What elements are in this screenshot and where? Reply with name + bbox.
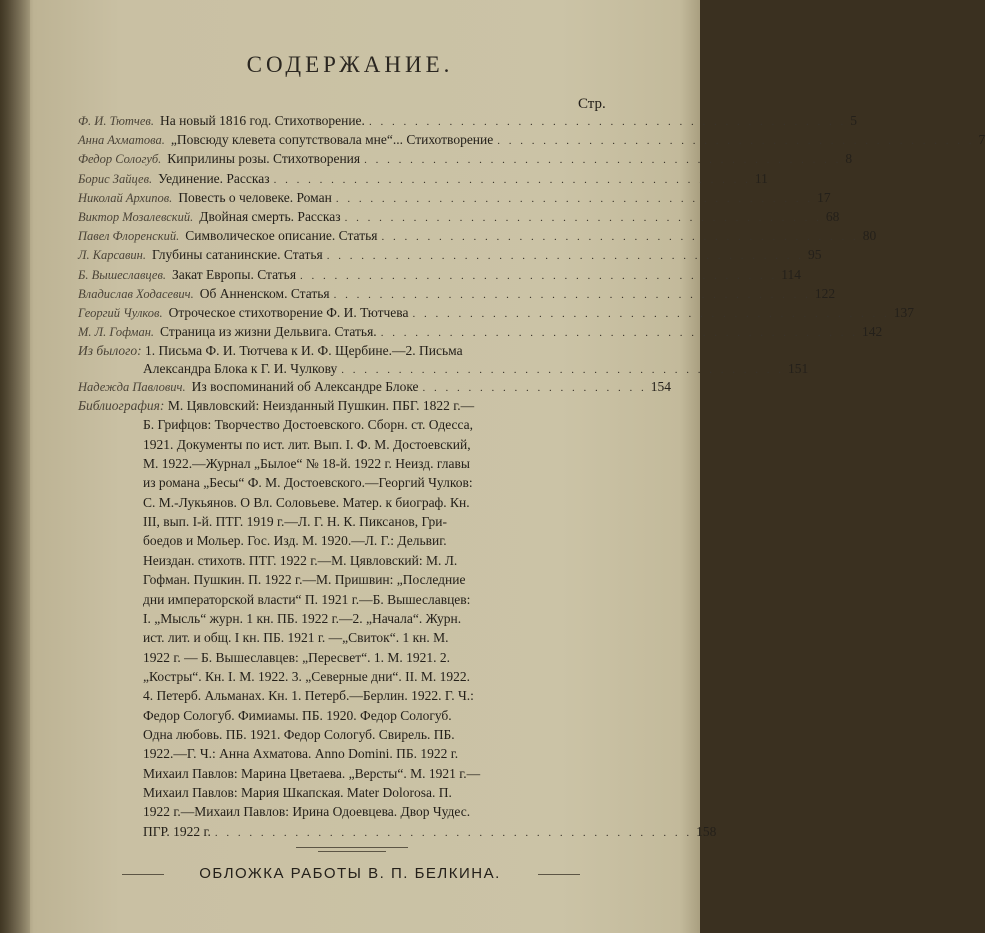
toc-page: 142 — [861, 324, 883, 340]
dot-leader: . . . . . . . . . . . . . . . . . . . . . . . . . . . . . . . . . . . . . . . . . . — [214, 826, 693, 839]
toc-entry — [78, 305, 914, 325]
bibliography-line: 1921. Документы по ист. лит. Вып. I. Ф. М. Достоевский, — [143, 436, 471, 452]
toc-entry — [78, 247, 822, 267]
toc-title: Из воспоминаний об Александре Блоке — [191, 379, 419, 394]
dot-leader: . . . . . . . . . . . . . . . . . . . . — [422, 382, 647, 394]
toc-title: На новый 1816 год. Стихотворение. — [159, 113, 365, 128]
dot-leader: . . . . . . . . . . . . . . . . . . . . . . . . . . . . . . . . . . . . . . . . . . — [273, 173, 751, 186]
dot-leader: . . . . . . . . . . . . . . . . . . . . . . . . . . . . . . . . . . . . . . . . . . — [335, 192, 814, 205]
toc-author: Б. Вышеславцев. — [78, 267, 167, 282]
toc-author: Павел Флоренский. — [78, 229, 180, 244]
dot-leader: . . . . . . . . . . . . . . . . . . . . . . . . . . . . . . . . . . . . . . . . . . — [333, 288, 811, 301]
toc-title: Повесть о человеке. Роман — [178, 189, 332, 205]
bibliography-label: Библиография: — [78, 398, 165, 413]
toc-author: Анна Ахматова. — [78, 133, 165, 148]
toc-title: Киприлины розы. Стихотворения — [167, 151, 361, 167]
bibliography-line: Гофман. Пушкин. П. 1922 г.—М. Пришвин: „Последние — [143, 572, 466, 588]
toc-title: Страница из жизни Дельвига. Статья. — [160, 324, 377, 340]
page-column-label: Стр. — [578, 96, 606, 112]
divider-rule — [296, 847, 408, 848]
toc-title: Закат Европы. Статья — [172, 266, 297, 282]
toc-page: 80 — [862, 228, 877, 244]
toc-page: 95 — [807, 247, 822, 263]
bibliography-line: Одна любовь. ПБ. 1921. Федор Сологуб. Свирель. ПБ. — [143, 726, 455, 742]
dot-leader: . . . . . . . . . . . . . . . . . . . . . . . . . . . . . . . . . . . . . . . . . . — [344, 212, 822, 224]
toc-page: 7 — [978, 132, 985, 148]
bibliography-line: „Костры“. Кн. I. М. 1922. 3. „Северные дни“. II. М. 1922. — [143, 668, 471, 684]
bibliography-line: боедов и Мольер. Гос. Изд. М. 1920.—Л. Г.: Дельвиг. — [143, 533, 447, 549]
bibliography-line: Неиздан. стихотв. ПТГ. 1922 г.—М. Цявловский: М. Л. — [143, 552, 458, 568]
dot-leader: . . . . . . . . . . . . . . . . . . . . . . . . . . . . . . . . . . . . . . . . . . — [497, 135, 975, 148]
bibliography-line: С. М.-Лукьянов. О Вл. Соловьеве. Матер. к биограф. Кн. — [143, 494, 470, 510]
dot-leader: . . . . . . . . . . . . . . . . . . . . . . . . . . . . . . . . . . . . . . . . . . — [368, 116, 847, 128]
iz-bylogo-page: 151 — [788, 361, 809, 376]
iz-bylogo-text2: Александра Блока к Г. И. Чулкову — [143, 361, 338, 376]
toc-page: 137 — [893, 305, 914, 320]
bibliography-line: Федор Сологуб. Фимиамы. ПБ. 1920. Федор Сологуб. — [143, 707, 452, 723]
toc-author: Л. Карсавин. — [78, 248, 146, 263]
bibliography-page: 158 — [696, 823, 717, 839]
toc-author: Виктор Мозалевский. — [78, 210, 194, 224]
cover-credit-rule-right — [538, 874, 580, 875]
toc-entry — [78, 209, 840, 229]
bibliography-line — [143, 823, 717, 844]
toc-page: 114 — [781, 266, 802, 282]
toc-author: М. Л. Гофман. — [78, 325, 155, 340]
toc-entry-pavlovich — [78, 379, 672, 399]
toc-entry — [78, 266, 802, 287]
toc-page: 154 — [650, 379, 672, 394]
toc-page: 17 — [817, 189, 831, 205]
toc-page: 8 — [845, 151, 853, 167]
iz-bylogo-line2 — [143, 361, 809, 381]
bibliography-line: 1922 г.—Михаил Павлов: Ирина Одоевцева. Двор Чудес. — [143, 804, 471, 820]
bibliography-line: из романа „Бесы“ Ф. М. Достоевского.—Георгий Чулков: — [143, 475, 473, 491]
bibliography-line: М. Цявловский: Неизданный Пушкин. ПБГ. 1822 г.— — [167, 398, 475, 413]
dot-leader: . . . . . . . . . . . . . . . . . . . . . . . . . . . . . . . . . . . . . . . . . . — [326, 250, 804, 263]
toc-title: „Повсюду клевета сопутствовала мне“... Стихотворение — [170, 132, 494, 148]
bibliography-first-line — [78, 398, 474, 414]
bibliography-line: дни императорской власти“ П. 1921 г.—Б. Вышеславцев: — [143, 591, 471, 607]
bibliography-line: Б. Грифцов: Творчество Достоевского. Сборн. ст. Одесса, — [143, 417, 474, 433]
toc-author: Борис Зайцев. — [78, 171, 153, 186]
toc-entry — [78, 285, 836, 306]
toc-title: Символическое описание. Статья — [185, 228, 378, 244]
toc-entry — [78, 113, 857, 133]
dot-leader: . . . . . . . . . . . . . . . . . . . . . . . . . . . . . . . . . . . . . . . . . . — [381, 231, 859, 244]
bibliography-line: ист. лит. и общ. I кн. ПБ. 1921 г. —„Свиток“. 1 кн. М. — [143, 630, 449, 646]
toc-entry — [78, 151, 853, 171]
bibliography-line: Михаил Павлов: Марина Цветаева. „Версты“. М. 1921 г.— — [143, 765, 481, 781]
dot-leader: . . . . . . . . . . . . . . . . . . . . . . . . . . . . . . . . . . . . . . . . . . — [364, 154, 842, 167]
cover-credit: ОБЛОЖКА РАБОТЫ В. П. БЕЛКИНА. — [199, 865, 501, 882]
dot-leader: . . . . . . . . . . . . . . . . . . . . . . . . . . . . . . . . . . . . . . . — [341, 364, 785, 376]
toc-author: Георгий Чулков. — [78, 306, 163, 320]
toc-entry — [78, 132, 985, 152]
toc-author: Владислав Ходасевич. — [78, 286, 194, 301]
toc-entry — [78, 324, 883, 344]
toc-entry — [78, 228, 877, 248]
page-title: СОДЕРЖАНИЕ. — [246, 52, 454, 77]
dot-leader: . . . . . . . . . . . . . . . . . . . . . . . . . . . . . . . . . . . . . . . . . . — [380, 327, 858, 340]
toc-title: Глубины сатанинские. Статья — [152, 247, 323, 263]
toc-title: Уединение. Рассказ — [158, 170, 270, 186]
toc-title: Об Анненском. Статья — [199, 285, 330, 301]
iz-bylogo-line1 — [78, 343, 463, 359]
bibliography-line: М. 1922.—Журнал „Былое“ № 18-й. 1922 г. Неизд. главы — [143, 456, 470, 472]
toc-author: Николай Архипов. — [78, 190, 173, 205]
iz-bylogo-text1: 1. Письма Ф. И. Тютчева к И. Ф. Щербине.—2. Письма — [145, 343, 463, 358]
bibliography-line: 1922 г. — Б. Вышеславцев: „Пересвет“. 1. М. 1921. 2. — [143, 649, 450, 665]
iz-bylogo-label: Из былого: — [78, 343, 142, 358]
toc-author: Ф. И. Тютчев. — [78, 114, 154, 128]
toc-page: 68 — [825, 209, 840, 224]
book-spine-shadow — [0, 0, 30, 933]
bibliography-line: Михаил Павлов: Мария Шкапская. Mater Dolorosa. П. — [143, 785, 452, 800]
toc-author: Надежда Павлович. — [78, 380, 186, 394]
toc-page: 11 — [754, 170, 768, 186]
bibliography-line: I. „Мысль“ журн. 1 кн. ПБ. 1922 г.—2. „Начала“. Журн. — [143, 610, 462, 626]
toc-title: Двойная смерть. Рассказ — [199, 209, 341, 224]
toc-entry — [78, 189, 831, 210]
dot-leader: . . . . . . . . . . . . . . . . . . . . . . . . . . . . . . . . . . . . . . . . . . — [300, 269, 778, 282]
toc-page: 5 — [850, 113, 857, 128]
bibliography-line: III, вып. I-й. ПТГ. 1919 г.—Л. Г. Н. К. Пиксанов, Гри- — [143, 514, 447, 530]
toc-title: Отроческое стихотворение Ф. И. Тютчева — [168, 305, 409, 320]
divider-rule-short — [318, 851, 386, 852]
toc-page: 122 — [814, 285, 836, 301]
toc-author: Федор Сологуб. — [78, 152, 162, 167]
bibliography-text: ПГР. 1922 г. — [143, 823, 211, 839]
toc-entry — [78, 170, 768, 191]
bibliography-line: 4. Петерб. Альманах. Кн. 1. Петерб.—Берлин. 1922. Г. Ч.: — [143, 688, 474, 704]
dot-leader: . . . . . . . . . . . . . . . . . . . . . . . . . . . . . . . . . . . . . . . . . . — [412, 308, 890, 320]
bibliography-line: 1922.—Г. Ч.: Анна Ахматова. Anno Domini. ПБ. 1922 г. — [143, 746, 459, 762]
